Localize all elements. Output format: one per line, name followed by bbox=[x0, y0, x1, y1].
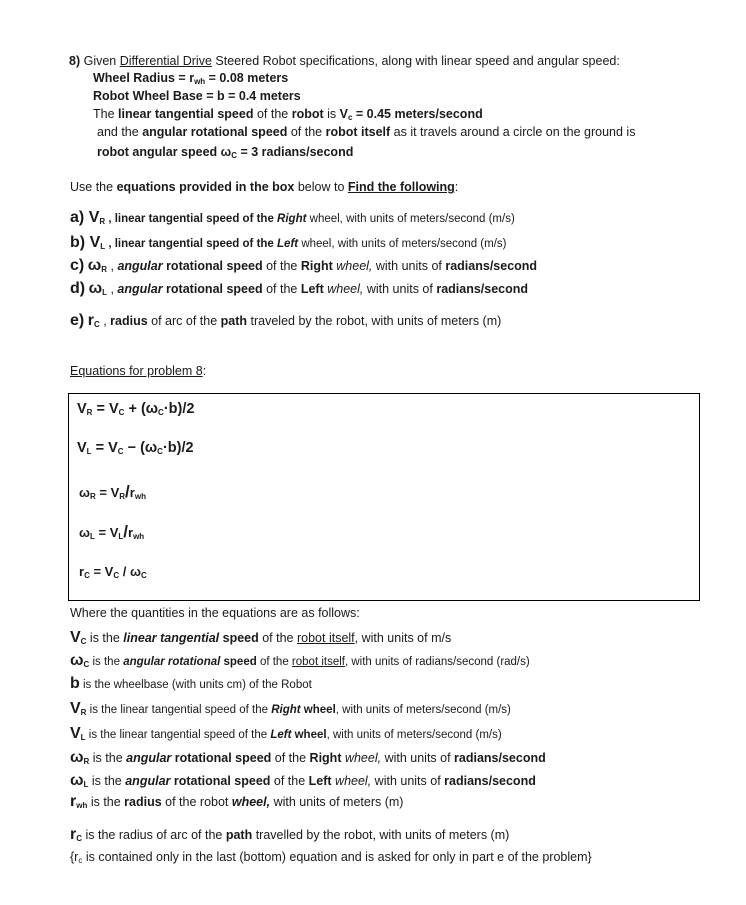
equation-wl: $\omega_L = V_L/r_{wh}$ bbox=[79, 522, 145, 541]
def-rwh: $r_{wh}$ is the radius of the robot wheel, with units of meters (m) bbox=[70, 793, 404, 810]
def-rc-note: {$r_c$ is contained only in the last (bottom) equation and is asked for only in part e of the problem} bbox=[70, 850, 592, 865]
def-vl: $V_L$ is the linear tangential speed of the Left wheel, with units of meters/second (m/s) bbox=[70, 725, 502, 742]
part-b: b) $V_L$ , linear tangential speed of the Left wheel, with units of meters/second (m/s) bbox=[70, 234, 507, 251]
def-wr: $\omega_R$ is the angular rotational speed of the Right wheel, with units of radians/second bbox=[70, 749, 546, 766]
instruction: Use the equations provided in the box below to Find the following: bbox=[70, 180, 459, 194]
def-vr: $V_R$ is the linear tangential speed of the Right wheel, with units of meters/second (m/s) bbox=[70, 700, 511, 717]
definitions-heading: Where the quantities in the equations are as follows: bbox=[70, 606, 360, 620]
def-vc: $V_C$ is the linear tangential speed of the robot itself, with units of m/s bbox=[70, 629, 452, 646]
def-wl: $\omega_L$ is the angular rotational speed of the Left wheel, with units of radians/second bbox=[70, 772, 536, 789]
wheel-radius-spec: Wheel Radius = $r_{wh} = 0.08$ meters bbox=[93, 71, 289, 86]
equations-box bbox=[68, 393, 700, 601]
def-b: b is the wheelbase (with units cm) of the Robot bbox=[70, 675, 312, 692]
problem-intro: 8) Given Differential Drive Steered Robot specifications, along with linear speed and angular speed: bbox=[69, 54, 620, 68]
wheelbase-spec: Robot Wheel Base = b = 0.4 meters bbox=[93, 89, 301, 103]
equation-vl: $V_L = V_C - (\omega_C\cdot b)/2$ bbox=[77, 440, 194, 456]
part-d: d) $\omega_L$ , angular rotational speed of the Left wheel, with units of radians/second bbox=[70, 280, 529, 297]
differential-drive-term: Differential Drive bbox=[119, 54, 212, 68]
equation-rc: $r_C = V_C / \omega_C$ bbox=[79, 564, 147, 580]
problem-number: 8) bbox=[69, 54, 81, 68]
part-c: c) $\omega_R$ , angular rotational speed of the Right wheel, with units of radians/second bbox=[70, 257, 538, 274]
equation-vr: $V_R = V_C + (\omega_C\cdot b)/2$ bbox=[77, 401, 195, 417]
part-a: a) $V_R$ , linear tangential speed of the Right wheel, with units of meters/second (m/s) bbox=[70, 209, 515, 226]
equations-heading: Equations for problem 8: bbox=[70, 364, 207, 378]
angular-speed-value: robot angular speed $\omega_C = 3$ radians/second bbox=[97, 145, 354, 160]
def-rc: $r_C$ is the radius of arc of the path travelled by the robot, with units of meters (m) bbox=[70, 826, 510, 843]
def-wc: $\omega_C$ is the angular rotational speed of the robot itself, with units of radians/second (rad/s) bbox=[70, 652, 530, 669]
equation-wr: $\omega_R = V_R/r_{wh}$ bbox=[79, 482, 146, 501]
part-e: e) $r_C$ , radius of arc of the path traveled by the robot, with units of meters (m) bbox=[70, 312, 502, 329]
linear-speed-spec: The linear tangential speed of the robot is $V_c = 0.45$ meters/second bbox=[93, 107, 483, 122]
angular-speed-spec: and the angular rotational speed of the robot itself as it travels around a circle on the ground is bbox=[97, 125, 636, 139]
